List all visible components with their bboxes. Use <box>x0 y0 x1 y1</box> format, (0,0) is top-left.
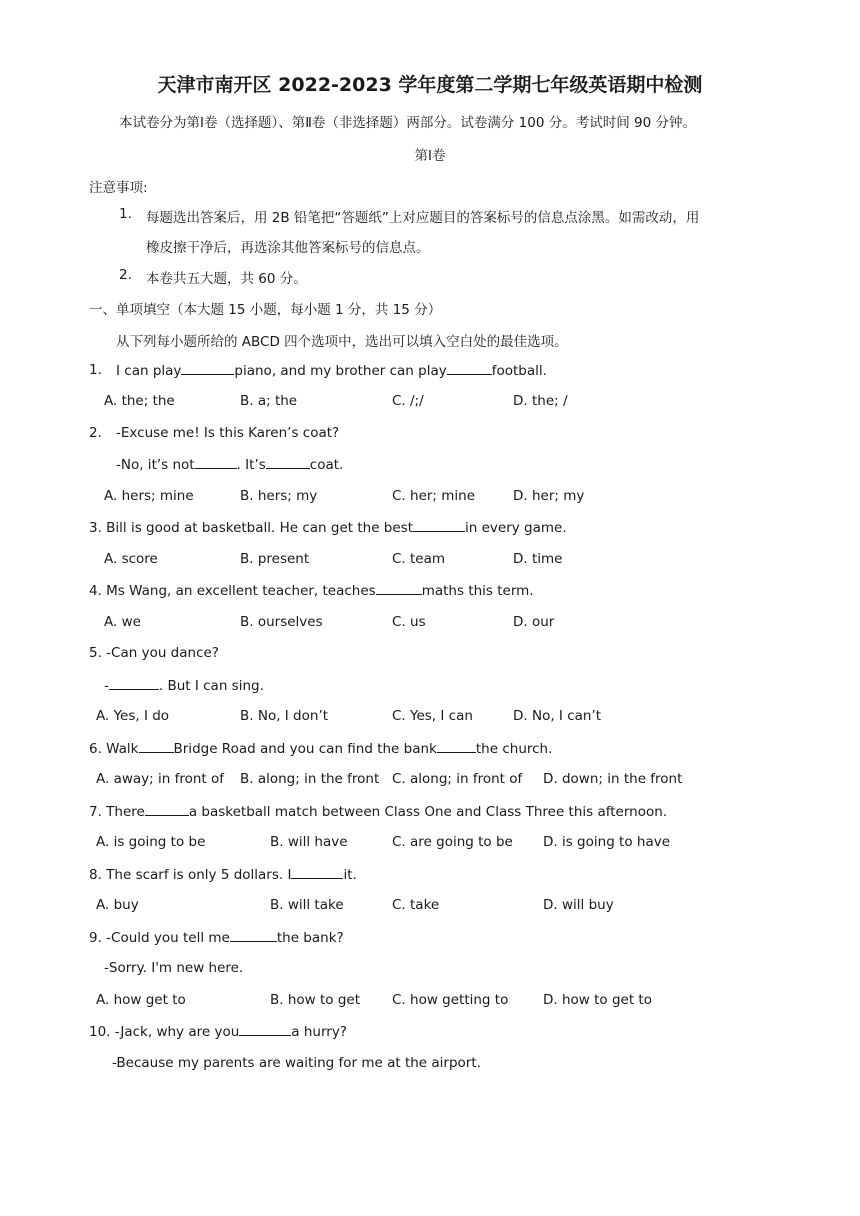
question-7-text-a: 7. There <box>89 804 145 820</box>
question-4-stem <box>89 582 534 599</box>
question-3-option-a: A. score <box>104 551 158 567</box>
question-3-text-b: in every game. <box>465 520 567 536</box>
question-2-option-a: A. hers; mine <box>104 488 194 504</box>
question-1-text-a: I can play <box>116 363 182 379</box>
question-5-option-c: C. Yes, I can <box>392 708 473 724</box>
answer-blank <box>181 362 234 375</box>
question-2-text-a: -No, it’s not <box>116 457 195 473</box>
question-1-option-d: D. the; / <box>513 393 568 409</box>
question-4-option-b: B. ourselves <box>240 614 323 630</box>
question-8-option-d: D. will buy <box>543 897 614 913</box>
answer-blank <box>437 740 476 753</box>
question-1-stem <box>116 362 547 379</box>
question-6-option-c: C. along; in front of <box>392 771 523 787</box>
question-9-text-a: 9. -Could you tell me <box>89 930 230 946</box>
answer-blank <box>230 929 277 942</box>
question-5-line-2 <box>104 677 264 694</box>
question-4-text-b: maths this term. <box>421 583 534 599</box>
answer-blank <box>266 456 310 469</box>
question-6-option-d: D. down; in the front <box>543 771 683 787</box>
question-2-line-1: -Excuse me! Is this Karen’s coat? <box>116 425 340 441</box>
answer-blank <box>376 582 422 595</box>
question-1-option-a: A. the; the <box>104 393 175 409</box>
section-heading: 一、单项填空（本大题 15 小题，每小题 1 分，共 15 分） <box>89 302 442 318</box>
question-3-stem <box>89 519 567 536</box>
question-5-text-b: . But I can sing. <box>158 678 264 694</box>
question-3-option-d: D. time <box>513 551 563 567</box>
question-7-option-a: A. is going to be <box>96 834 206 850</box>
question-1-text-c: football. <box>491 363 547 379</box>
note-2-text: 本卷共五大题，共 60 分。 <box>146 271 307 287</box>
question-2-line-2 <box>116 456 343 473</box>
question-1-option-c: C. /;/ <box>392 393 424 409</box>
question-6-text-b: Bridge Road and you can find the bank <box>173 741 437 757</box>
question-6-stem <box>89 740 552 757</box>
question-8-text-a: 8. The scarf is only 5 dollars. I <box>89 867 292 883</box>
answer-blank <box>109 677 159 690</box>
question-10-stem <box>89 1023 347 1040</box>
question-6-text-c: the church. <box>475 741 553 757</box>
question-10-text-a: 10. -Jack, why are you <box>89 1024 240 1040</box>
answer-blank <box>239 1023 291 1036</box>
question-2-number: 2. <box>89 425 102 441</box>
question-6-option-a: A. away; in front of <box>96 771 225 787</box>
question-3-option-c: C. team <box>392 551 446 567</box>
question-2-text-b: . It’s <box>236 457 266 473</box>
question-4-option-c: C. us <box>392 614 426 630</box>
answer-blank <box>139 740 174 753</box>
question-1-option-b: B. a; the <box>240 393 298 409</box>
answer-blank <box>291 866 343 879</box>
answer-blank <box>195 456 237 469</box>
note-1-line-1: 每题选出答案后，用 2B 铅笔把“答题纸”上对应题目的答案标号的信息点涂黑。如需改动，用 <box>146 210 700 226</box>
question-6-text-a: 6. Walk <box>89 741 139 757</box>
question-10-text-b: a hurry? <box>291 1024 347 1040</box>
question-8-option-c: C. take <box>392 897 440 913</box>
question-5-option-a: A. Yes, I do <box>96 708 170 724</box>
question-5-line-1: 5. -Can you dance? <box>89 645 219 661</box>
question-8-text-b: it. <box>343 867 357 883</box>
exam-intro: 本试卷分为第Ⅰ卷（选择题）、第Ⅱ卷（非选择题）两部分。试卷满分 100 分。考试时间 90 分钟。 <box>119 115 696 131</box>
question-2-text-c: coat. <box>309 457 344 473</box>
note-2-number: 2. <box>119 267 132 283</box>
question-7-text-b: a basketball match between Class One and Class Three this afternoon. <box>188 804 668 820</box>
question-9-option-c: C. how getting to <box>392 992 509 1008</box>
note-1-number: 1. <box>119 206 132 222</box>
question-3-text-a: 3. Bill is good at basketball. He can get the best <box>89 520 413 536</box>
notes-heading: 注意事项: <box>89 180 148 196</box>
question-8-option-a: A. buy <box>96 897 139 913</box>
answer-blank <box>447 362 492 375</box>
section-instruction: 从下列每小题所给的 ABCD 四个选项中，选出可以填入空白处的最佳选项。 <box>116 334 568 350</box>
question-4-text-a: 4. Ms Wang, an excellent teacher, teaches <box>89 583 376 599</box>
note-1-line-2: 橡皮擦干净后，再选涂其他答案标号的信息点。 <box>146 240 430 256</box>
question-7-option-d: D. is going to have <box>543 834 671 850</box>
question-7-stem <box>89 803 667 820</box>
question-2-option-b: B. hers; my <box>240 488 318 504</box>
question-4-option-d: D. our <box>513 614 555 630</box>
question-5-option-d: D. No, I can’t <box>513 708 602 724</box>
question-5-option-b: B. No, I don’t <box>240 708 329 724</box>
question-10-line-2: -Because my parents are waiting for me at the airport. <box>112 1055 481 1071</box>
question-3-option-b: B. present <box>240 551 310 567</box>
question-9-option-b: B. how to get <box>270 992 361 1008</box>
question-9-line-2: -Sorry. I'm new here. <box>104 960 244 976</box>
question-8-option-b: B. will take <box>270 897 344 913</box>
volume-label: 第Ⅰ卷 <box>414 148 446 164</box>
question-9-text-b: the bank? <box>276 930 344 946</box>
question-1-number: 1. <box>89 362 102 378</box>
answer-blank <box>413 519 465 532</box>
answer-blank <box>145 803 189 816</box>
question-9-option-d: D. how to get to <box>543 992 652 1008</box>
question-4-option-a: A. we <box>104 614 141 630</box>
question-6-option-b: B. along; in the front <box>240 771 380 787</box>
question-8-stem <box>89 866 357 883</box>
question-2-option-c: C. her; mine <box>392 488 476 504</box>
question-1-text-b: piano, and my brother can play <box>234 363 447 379</box>
exam-title: 天津市南开区 2022-2023 学年度第二学期七年级英语期中检测 <box>157 74 703 96</box>
question-9-option-a: A. how get to <box>96 992 186 1008</box>
question-2-option-d: D. her; my <box>513 488 585 504</box>
question-5-text-a: - <box>104 678 109 694</box>
question-7-option-b: B. will have <box>270 834 348 850</box>
question-7-option-c: C. are going to be <box>392 834 513 850</box>
question-9-stem <box>89 929 344 946</box>
